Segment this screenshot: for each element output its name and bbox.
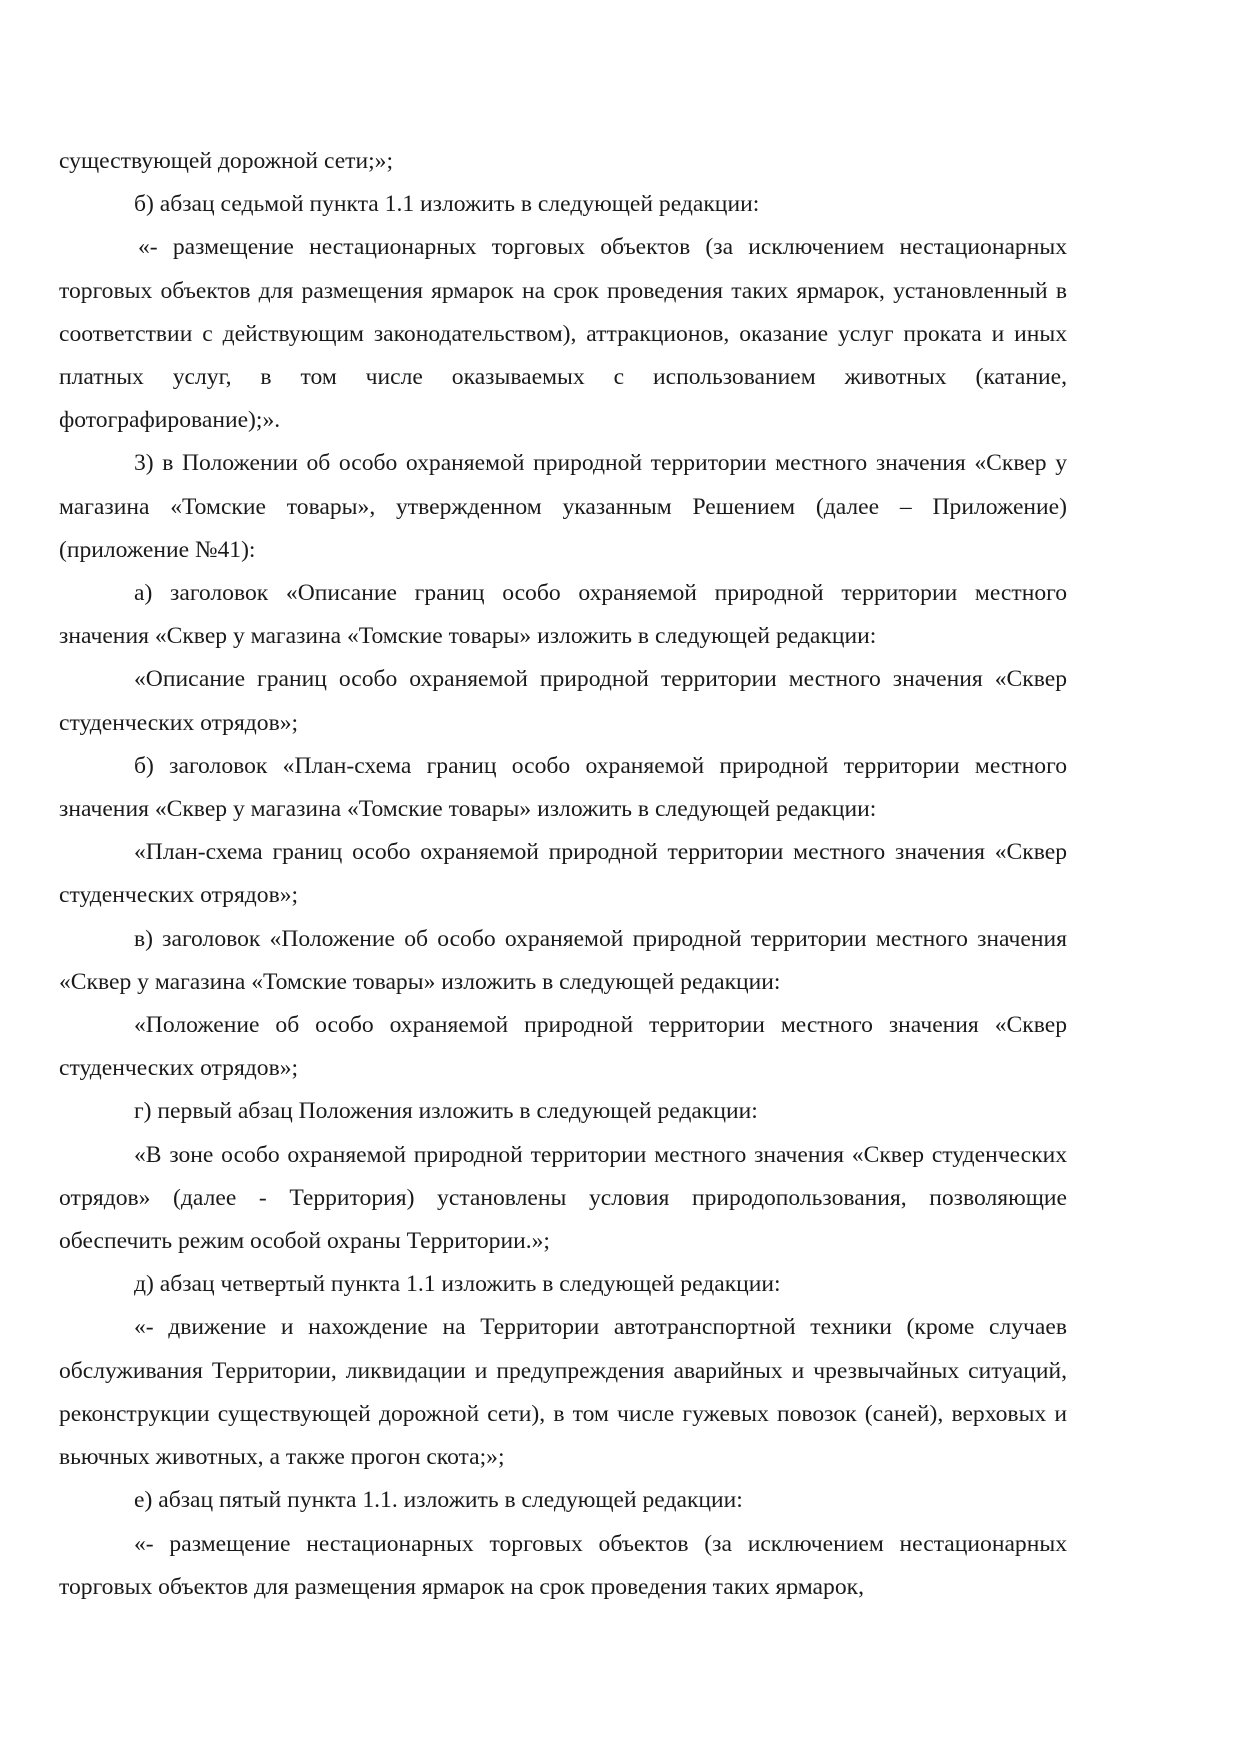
document-body: [59, 140, 1067, 1609]
paragraph-quote-trade-objects: «- размещение нестационарных торговых объектов (за исключением нестационарных торговых объектов для размещения ярмарок на срок проведения таких ярмарок, установленный в соответствии с действующим законодательством), аттракционов, оказание услуг проката и иных платных услуг, в том числе оказываемых с использованием животных (катание, фотографирование);».: [59, 234, 1067, 434]
paragraph-quote-regulation: «Положение об особо охраняемой природной территории местного значения «Сквер студенческих отрядов»;: [59, 1012, 1067, 1082]
paragraph-item-3: 3) в Положении об особо охраняемой природной территории местного значения «Сквер у магазина «Томские товары», утвержденном указанным Решением (далее – Приложение) (приложение №41):: [59, 450, 1067, 563]
paragraph-quote-boundaries: «Описание границ особо охраняемой природной территории местного значения «Сквер студенческих отрядов»;: [59, 666, 1067, 736]
paragraph-quote-trade-objects-2: «- размещение нестационарных торговых объектов (за исключением нестационарных торговых объектов для размещения ярмарок на срок проведения таких ярмарок,: [59, 1530, 1067, 1600]
paragraph-continuation: существующей дорожной сети;»;: [59, 148, 394, 174]
paragraph-item-g: г) первый абзац Положения изложить в следующей редакции:: [134, 1098, 758, 1125]
paragraph-item-b-plan: б) заголовок «План-схема границ особо охраняемой природной территории местного значения «Сквер у магазина «Томские товары» изложить в следующей редакции:: [59, 752, 1067, 823]
paragraph-item-v: в) заголовок «Положение об особо охраняемой природной территории местного значения «Сквер у магазина «Томские товары» изложить в следующей редакции:: [59, 925, 1067, 995]
paragraph-quote-zone: «В зоне особо охраняемой природной территории местного значения «Сквер студенческих отрядов» (далее - Территория) установлены условия природопользования, позволяющие обеспечить режим особой охраны Территории.»;: [59, 1141, 1067, 1255]
paragraph-quote-traffic: «- движение и нахождение на Территории автотранспортной техники (кроме случаев обслуживания Территории, ликвидации и предупреждения аварийных и чрезвычайных ситуаций, реконструкции существующей дорожной сети), в том числе гужевых повозок (саней), верховых и вьючных животных, а также прогон скота;»;: [59, 1314, 1067, 1471]
paragraph-item-b: б) абзац седьмой пункта 1.1 изложить в следующей редакции:: [134, 191, 760, 218]
paragraph-item-e: е) абзац пятый пункта 1.1. изложить в следующей редакции:: [134, 1487, 743, 1514]
paragraph-item-d: д) абзац четвертый пункта 1.1 изложить в следующей редакции:: [134, 1271, 781, 1298]
paragraph-item-a: а) заголовок «Описание границ особо охраняемой природной территории местного значения «Сквер у магазина «Томские товары» изложить в следующей редакции:: [59, 580, 1067, 650]
paragraph-quote-plan: «План-схема границ особо охраняемой природной территории местного значения «Сквер студенческих отрядов»;: [59, 839, 1067, 909]
